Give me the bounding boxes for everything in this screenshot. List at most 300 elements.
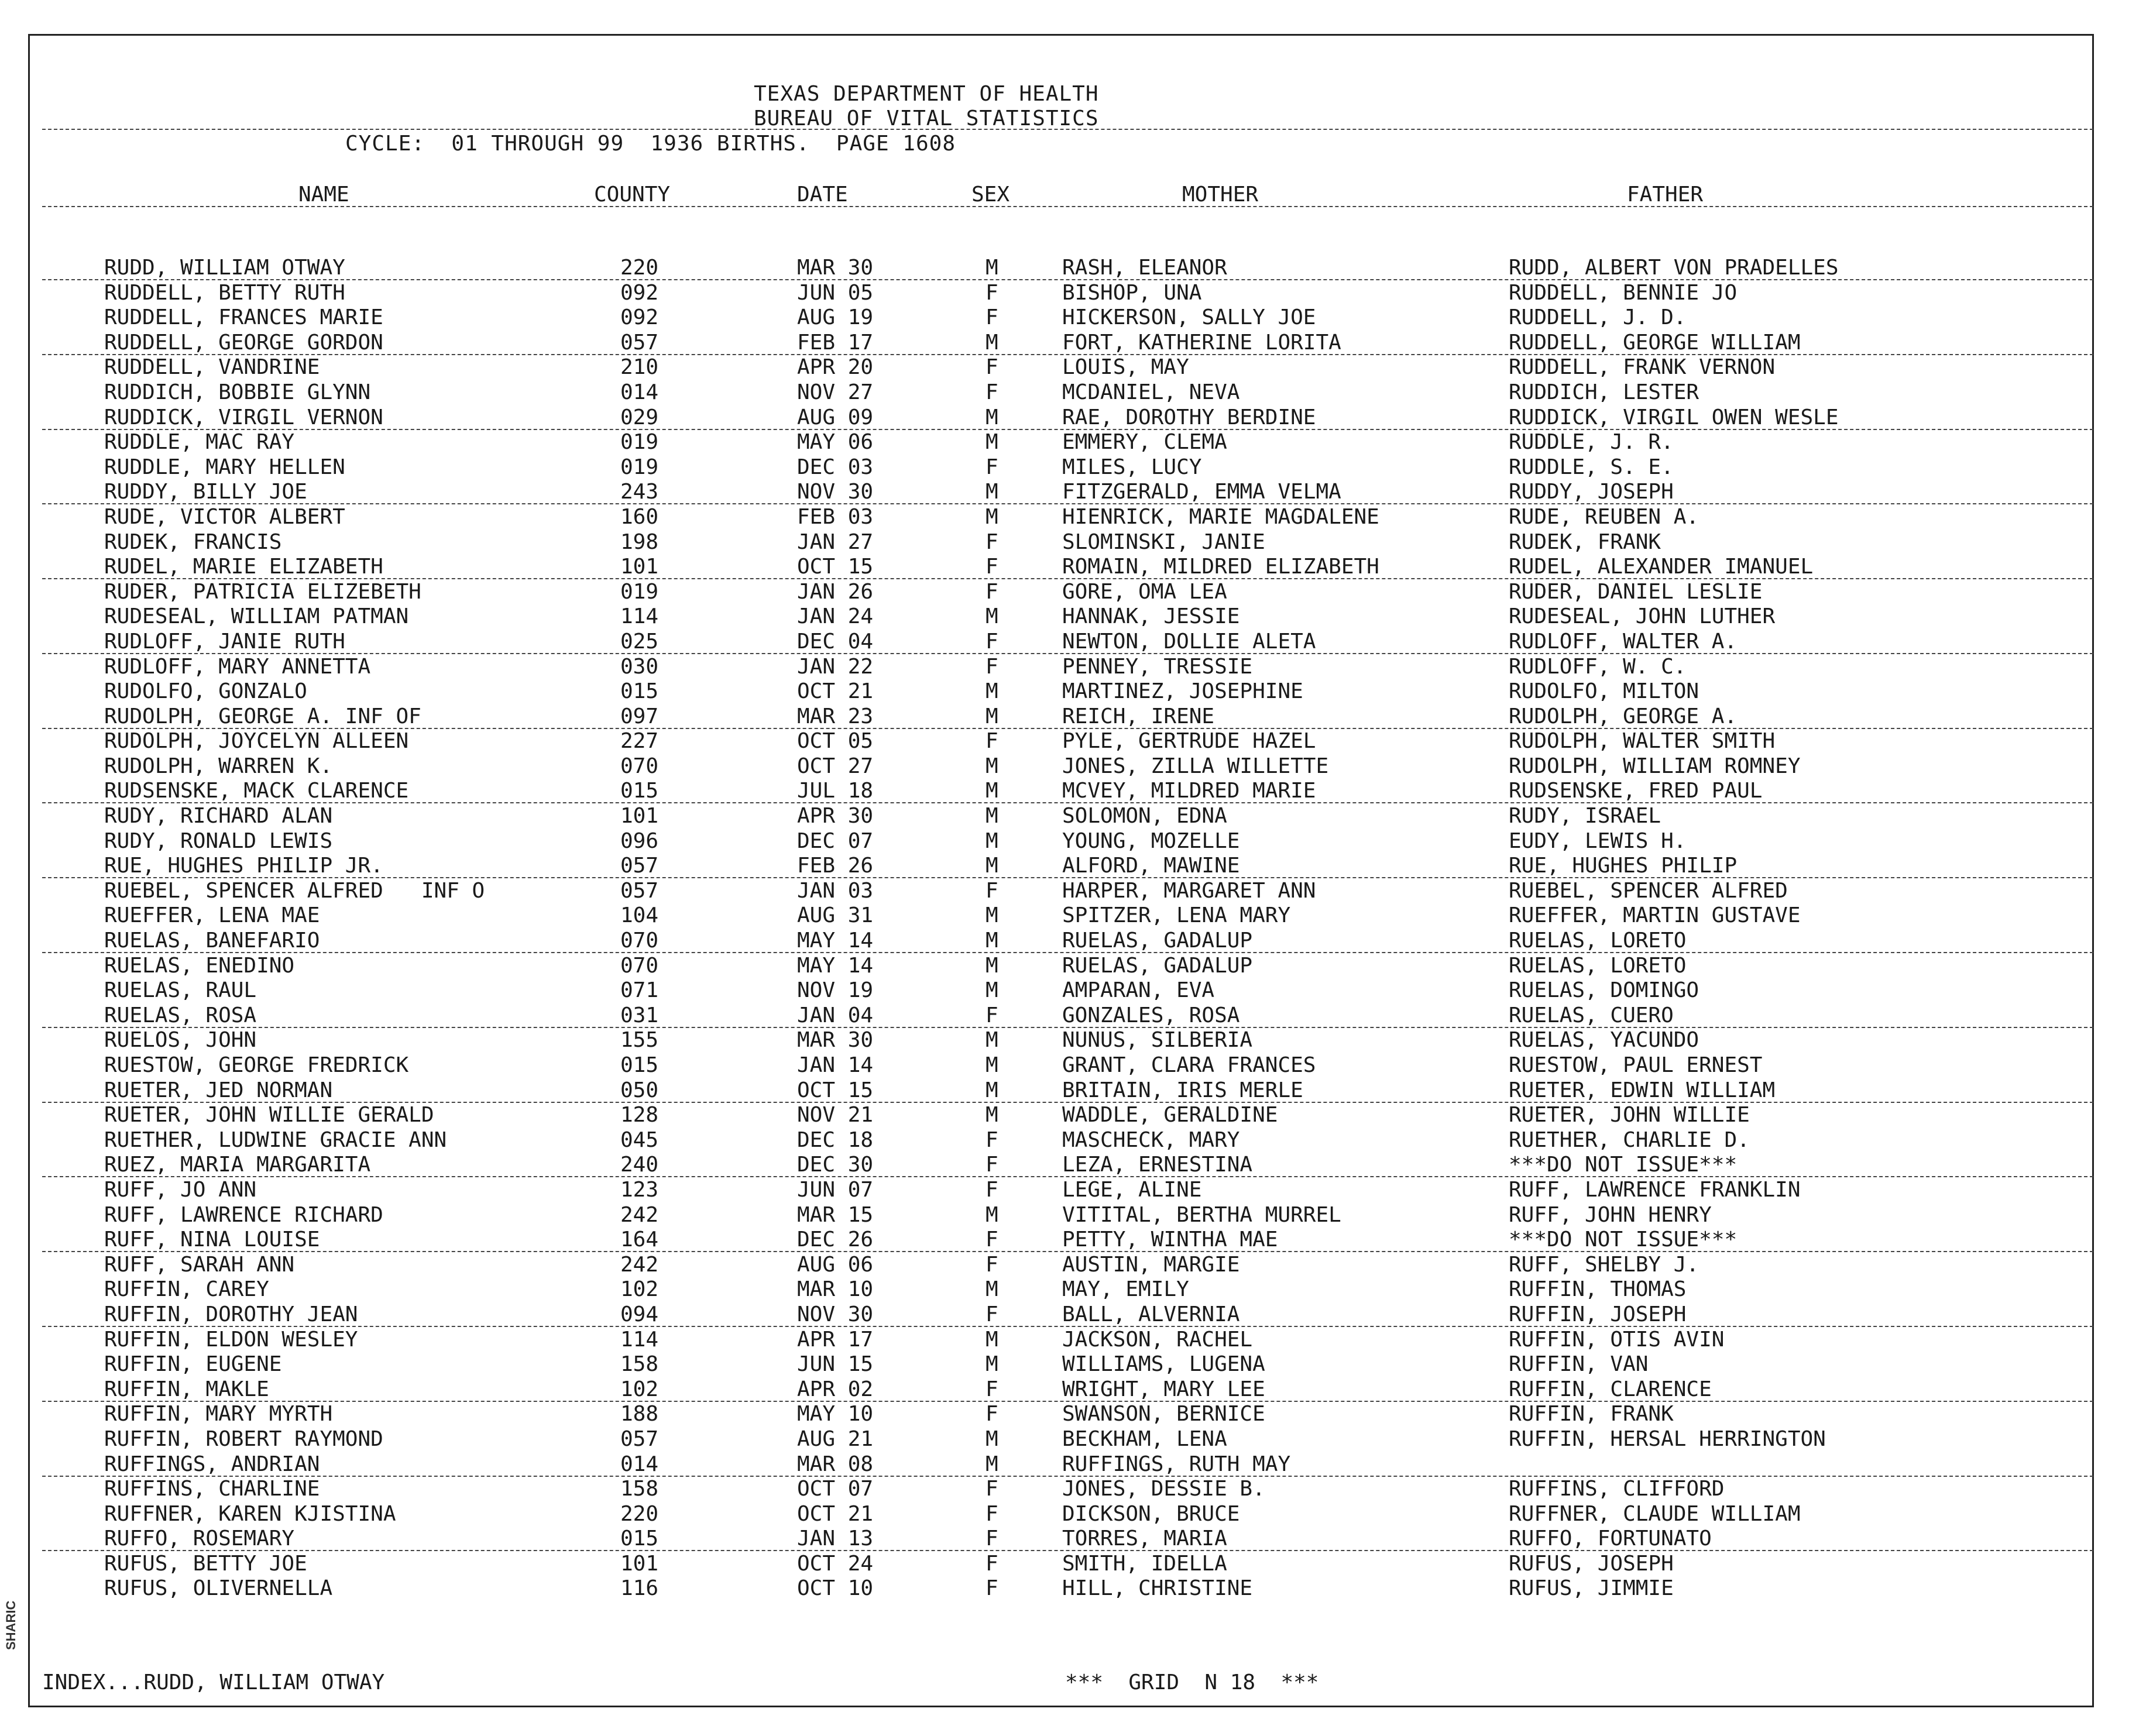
table-row bbox=[0, 405, 2146, 431]
cell-mother: GONZALES, ROSA bbox=[1062, 1003, 1240, 1027]
cell-name: RUFFIN, DOROTHY JEAN bbox=[104, 1302, 358, 1326]
cell-mother: SWANSON, BERNICE bbox=[1062, 1402, 1265, 1426]
cell-father: RUFFIN, FRANK bbox=[1509, 1402, 1674, 1426]
cell-father: RUFFIN, CLARENCE bbox=[1509, 1377, 1712, 1401]
cell-date: MAR 10 bbox=[797, 1277, 874, 1302]
cell-name: RUELAS, RAUL bbox=[104, 978, 257, 1003]
cell-county: 045 bbox=[620, 1127, 659, 1152]
cell-mother: AMPARAN, EVA bbox=[1062, 978, 1215, 1003]
cell-county: 096 bbox=[620, 829, 659, 853]
table-row bbox=[0, 630, 2146, 655]
cell-father: RUDER, DANIEL LESLIE bbox=[1509, 579, 1763, 604]
table-row bbox=[0, 1352, 2146, 1377]
cell-sex: F bbox=[986, 280, 998, 305]
cell-date: JAN 13 bbox=[797, 1527, 874, 1551]
cell-county: 240 bbox=[620, 1153, 659, 1177]
table-row bbox=[0, 1153, 2146, 1178]
table-row bbox=[0, 480, 2146, 505]
table-row bbox=[0, 430, 2146, 455]
table-row bbox=[0, 1078, 2146, 1104]
cell-county: 116 bbox=[620, 1576, 659, 1601]
table-row bbox=[0, 256, 2146, 281]
cell-date: AUG 09 bbox=[797, 405, 874, 429]
cell-sex: M bbox=[986, 829, 998, 853]
cell-father: RUELAS, CUERO bbox=[1509, 1003, 1674, 1027]
cell-sex: F bbox=[986, 1003, 998, 1027]
cell-mother: MCDANIEL, NEVA bbox=[1062, 380, 1240, 404]
cell-county: 101 bbox=[620, 804, 659, 829]
cell-date: JAN 26 bbox=[797, 579, 874, 604]
cell-mother: MILES, LUCY bbox=[1062, 455, 1202, 479]
cell-date: APR 17 bbox=[797, 1327, 874, 1352]
cell-father: RUFF, JOHN HENRY bbox=[1509, 1202, 1712, 1227]
cell-mother: LEGE, ALINE bbox=[1062, 1177, 1202, 1202]
cell-sex: F bbox=[986, 380, 998, 404]
cell-date: AUG 31 bbox=[797, 903, 874, 928]
cell-father: EUDY, LEWIS H. bbox=[1509, 829, 1687, 853]
cell-date: FEB 26 bbox=[797, 854, 874, 878]
cell-father: RUDSENSKE, FRED PAUL bbox=[1509, 779, 1763, 803]
table-row bbox=[0, 1527, 2146, 1552]
cell-father: RUDD, ALBERT VON PRADELLES bbox=[1509, 256, 1839, 280]
cell-date: NOV 30 bbox=[797, 480, 874, 504]
cell-date: MAR 15 bbox=[797, 1202, 874, 1227]
cell-sex: M bbox=[986, 1352, 998, 1377]
cell-father: RUFFIN, VAN bbox=[1509, 1352, 1649, 1377]
cell-mother: ALFORD, MAWINE bbox=[1062, 854, 1240, 878]
cell-name: RUDLOFF, JANIE RUTH bbox=[104, 629, 345, 654]
cell-date: MAR 23 bbox=[797, 704, 874, 728]
table-row bbox=[0, 331, 2146, 356]
cell-name: RUDOLPH, JOYCELYN ALLEEN bbox=[104, 729, 409, 754]
table-row bbox=[0, 1128, 2146, 1153]
cell-sex: M bbox=[986, 1277, 998, 1302]
cell-name: RUDOLPH, WARREN K. bbox=[104, 754, 333, 778]
cell-county: 050 bbox=[620, 1078, 659, 1102]
cell-date: MAY 06 bbox=[797, 430, 874, 455]
cell-sex: M bbox=[986, 405, 998, 429]
cell-county: 057 bbox=[620, 1426, 659, 1451]
cell-county: 155 bbox=[620, 1028, 659, 1053]
cell-sex: F bbox=[986, 1153, 998, 1177]
cell-date: APR 02 bbox=[797, 1377, 874, 1401]
cell-name: RUDEL, MARIE ELIZABETH bbox=[104, 555, 383, 579]
cell-father: RUDDELL, J. D. bbox=[1509, 305, 1687, 330]
cell-date: DEC 18 bbox=[797, 1127, 874, 1152]
cell-mother: PENNEY, TRESSIE bbox=[1062, 654, 1253, 679]
cell-date: OCT 21 bbox=[797, 679, 874, 704]
cell-name: RUDER, PATRICIA ELIZEBETH bbox=[104, 579, 421, 604]
cell-father: RUDDLE, J. R. bbox=[1509, 430, 1674, 455]
cell-county: 031 bbox=[620, 1003, 659, 1027]
cell-name: RUDDELL, GEORGE GORDON bbox=[104, 330, 383, 355]
cell-father: RUDDY, JOSEPH bbox=[1509, 480, 1674, 504]
cell-father: RUDESEAL, JOHN LUTHER bbox=[1509, 604, 1776, 629]
cell-date: OCT 15 bbox=[797, 1078, 874, 1102]
cell-name: RUEZ, MARIA MARGARITA bbox=[104, 1153, 371, 1177]
cell-mother: DICKSON, BRUCE bbox=[1062, 1501, 1240, 1526]
cell-mother: FITZGERALD, EMMA VELMA bbox=[1062, 480, 1341, 504]
cell-name: RUDOLPH, GEORGE A. INF OF bbox=[104, 704, 421, 728]
table-row bbox=[0, 1103, 2146, 1128]
cell-county: 198 bbox=[620, 530, 659, 554]
table-row bbox=[0, 1228, 2146, 1253]
cell-name: RUFFIN, CAREY bbox=[104, 1277, 269, 1302]
table-row bbox=[0, 1178, 2146, 1203]
cell-sex: F bbox=[986, 530, 998, 554]
table-row bbox=[0, 829, 2146, 854]
cell-father: RUELAS, LORETO bbox=[1509, 953, 1687, 978]
cell-name: RUFFIN, MAKLE bbox=[104, 1377, 269, 1401]
cell-father: RUDDICH, LESTER bbox=[1509, 380, 1699, 404]
cell-date: MAR 30 bbox=[797, 1028, 874, 1053]
cell-date: JAN 22 bbox=[797, 654, 874, 679]
side-label: SHARIC bbox=[4, 1600, 18, 1650]
table-row bbox=[0, 1377, 2146, 1402]
cell-date: MAY 14 bbox=[797, 953, 874, 978]
column-header-sex: SEX bbox=[971, 183, 1010, 207]
cell-name: RUFUS, OLIVERNELLA bbox=[104, 1576, 333, 1601]
cell-sex: F bbox=[986, 1252, 998, 1277]
cell-name: RUFFIN, EUGENE bbox=[104, 1352, 282, 1377]
cell-name: RUDDLE, MARY HELLEN bbox=[104, 455, 345, 479]
cell-sex: F bbox=[986, 579, 998, 604]
cell-county: 102 bbox=[620, 1277, 659, 1302]
cell-county: 102 bbox=[620, 1377, 659, 1401]
cell-father: RUFFIN, JOSEPH bbox=[1509, 1302, 1687, 1326]
cell-mother: PETTY, WINTHA MAE bbox=[1062, 1228, 1278, 1252]
cell-name: RUFFINS, CHARLINE bbox=[104, 1477, 320, 1501]
cell-mother: NUNUS, SILBERIA bbox=[1062, 1028, 1253, 1053]
cycle-line: CYCLE: 01 THROUGH 99 1936 BIRTHS. PAGE 1608 bbox=[345, 132, 956, 156]
column-header-county: COUNTY bbox=[594, 183, 671, 207]
table-row bbox=[0, 1203, 2146, 1228]
cell-sex: F bbox=[986, 629, 998, 654]
table-row bbox=[0, 1427, 2146, 1452]
cell-name: RUELOS, JOHN bbox=[104, 1028, 257, 1053]
cell-father: RUDDICK, VIRGIL OWEN WESLE bbox=[1509, 405, 1839, 429]
cell-mother: LOUIS, MAY bbox=[1062, 355, 1189, 380]
cell-mother: PYLE, GERTRUDE HAZEL bbox=[1062, 729, 1316, 754]
cell-county: 242 bbox=[620, 1252, 659, 1277]
table-row bbox=[0, 1328, 2146, 1353]
cell-father: RUFF, SHELBY J. bbox=[1509, 1252, 1699, 1277]
cell-sex: F bbox=[986, 355, 998, 380]
cell-mother: SMITH, IDELLA bbox=[1062, 1551, 1227, 1576]
cell-date: NOV 19 bbox=[797, 978, 874, 1003]
table-row bbox=[0, 879, 2146, 904]
cell-father: ***DO NOT ISSUE*** bbox=[1509, 1228, 1738, 1252]
table-row bbox=[0, 505, 2146, 530]
footer-grid: *** GRID N 18 *** bbox=[1065, 1670, 1319, 1694]
cell-mother: WILLIAMS, LUGENA bbox=[1062, 1352, 1265, 1377]
cell-sex: F bbox=[986, 305, 998, 330]
cell-county: 160 bbox=[620, 504, 659, 529]
cell-name: RUFF, JO ANN bbox=[104, 1177, 257, 1202]
cell-county: 015 bbox=[620, 779, 659, 803]
cell-date: MAY 10 bbox=[797, 1402, 874, 1426]
cell-sex: M bbox=[986, 854, 998, 878]
cell-sex: M bbox=[986, 480, 998, 504]
cell-name: RUDDICK, VIRGIL VERNON bbox=[104, 405, 383, 429]
table-row bbox=[0, 754, 2146, 779]
cell-mother: MARTINEZ, JOSEPHINE bbox=[1062, 679, 1303, 704]
cell-name: RUFF, LAWRENCE RICHARD bbox=[104, 1202, 383, 1227]
table-row bbox=[0, 1277, 2146, 1302]
cell-date: MAR 30 bbox=[797, 256, 874, 280]
cell-name: RUDDICH, BOBBIE GLYNN bbox=[104, 380, 371, 404]
cell-name: RUELAS, ENEDINO bbox=[104, 953, 295, 978]
cell-mother: FORT, KATHERINE LORITA bbox=[1062, 330, 1341, 355]
table-row bbox=[0, 929, 2146, 954]
table-row bbox=[0, 305, 2146, 331]
cell-name: RUFF, SARAH ANN bbox=[104, 1252, 295, 1277]
cell-sex: M bbox=[986, 1202, 998, 1227]
cell-date: APR 20 bbox=[797, 355, 874, 380]
cell-father: RUDOLPH, WILLIAM ROMNEY bbox=[1509, 754, 1801, 778]
cell-date: DEC 30 bbox=[797, 1153, 874, 1177]
cell-mother: SLOMINSKI, JANIE bbox=[1062, 530, 1265, 554]
cell-father: RUFFIN, HERSAL HERRINGTON bbox=[1509, 1426, 1826, 1451]
cell-date: AUG 19 bbox=[797, 305, 874, 330]
cell-mother: MAY, EMILY bbox=[1062, 1277, 1189, 1302]
table-row bbox=[0, 355, 2146, 380]
cell-father: RUELAS, YACUNDO bbox=[1509, 1028, 1699, 1053]
cell-county: 243 bbox=[620, 480, 659, 504]
cell-father: RUETER, JOHN WILLIE bbox=[1509, 1103, 1750, 1127]
cell-sex: M bbox=[986, 704, 998, 728]
cell-county: 029 bbox=[620, 405, 659, 429]
cell-name: RUDDELL, BETTY RUTH bbox=[104, 280, 345, 305]
cell-county: 070 bbox=[620, 929, 659, 953]
cell-county: 070 bbox=[620, 754, 659, 778]
cell-father: RUDEL, ALEXANDER IMANUEL bbox=[1509, 555, 1814, 579]
cell-mother: JONES, ZILLA WILLETTE bbox=[1062, 754, 1329, 778]
cell-date: AUG 06 bbox=[797, 1252, 874, 1277]
cell-county: 092 bbox=[620, 305, 659, 330]
cell-father: RUFFINS, CLIFFORD bbox=[1509, 1477, 1725, 1501]
cell-father: RUFFIN, OTIS AVIN bbox=[1509, 1327, 1725, 1352]
cell-name: RUDDELL, FRANCES MARIE bbox=[104, 305, 383, 330]
table-row bbox=[0, 1253, 2146, 1278]
cell-father: RUFFO, FORTUNATO bbox=[1509, 1527, 1712, 1551]
cell-name: RUDDELL, VANDRINE bbox=[104, 355, 320, 380]
table-row bbox=[0, 954, 2146, 979]
cell-date: NOV 21 bbox=[797, 1103, 874, 1127]
table-row bbox=[0, 1452, 2146, 1477]
cell-sex: F bbox=[986, 654, 998, 679]
cell-sex: M bbox=[986, 978, 998, 1003]
cell-date: MAR 08 bbox=[797, 1452, 874, 1476]
cell-sex: M bbox=[986, 330, 998, 355]
table-row bbox=[0, 604, 2146, 630]
table-row bbox=[0, 903, 2146, 929]
cell-sex: M bbox=[986, 430, 998, 455]
cell-mother: BISHOP, UNA bbox=[1062, 280, 1202, 305]
footer-index: INDEX...RUDD, WILLIAM OTWAY bbox=[42, 1670, 385, 1694]
table-row bbox=[0, 655, 2146, 680]
cell-name: RUEBEL, SPENCER ALFRED INF O bbox=[104, 878, 485, 903]
cell-name: RUFUS, BETTY JOE bbox=[104, 1551, 307, 1576]
cell-father: RUFFNER, CLAUDE WILLIAM bbox=[1509, 1501, 1801, 1526]
table-row bbox=[0, 679, 2146, 704]
cell-county: 210 bbox=[620, 355, 659, 380]
cell-mother: VITITAL, BERTHA MURREL bbox=[1062, 1202, 1341, 1227]
cell-mother: GORE, OMA LEA bbox=[1062, 579, 1227, 604]
cell-sex: M bbox=[986, 953, 998, 978]
cell-father: RUETER, EDWIN WILLIAM bbox=[1509, 1078, 1776, 1102]
cell-mother: LEZA, ERNESTINA bbox=[1062, 1153, 1253, 1177]
cell-name: RUDE, VICTOR ALBERT bbox=[104, 504, 345, 529]
cell-mother: JACKSON, RACHEL bbox=[1062, 1327, 1253, 1352]
cell-date: JUN 05 bbox=[797, 280, 874, 305]
cell-sex: F bbox=[986, 1501, 998, 1526]
cell-sex: M bbox=[986, 1327, 998, 1352]
cell-sex: F bbox=[986, 1551, 998, 1576]
cell-county: 019 bbox=[620, 579, 659, 604]
cell-father: RUESTOW, PAUL ERNEST bbox=[1509, 1053, 1763, 1077]
column-header-date: DATE bbox=[797, 183, 848, 207]
cell-date: JAN 14 bbox=[797, 1053, 874, 1077]
cell-sex: F bbox=[986, 878, 998, 903]
cell-name: RUFF, NINA LOUISE bbox=[104, 1228, 320, 1252]
cell-mother: WRIGHT, MARY LEE bbox=[1062, 1377, 1265, 1401]
cell-county: 227 bbox=[620, 729, 659, 754]
cell-date: DEC 04 bbox=[797, 629, 874, 654]
cell-mother: JONES, DESSIE B. bbox=[1062, 1477, 1265, 1501]
cell-sex: F bbox=[986, 1576, 998, 1601]
cell-father: RUFFIN, THOMAS bbox=[1509, 1277, 1687, 1302]
cell-father: RUDOLFO, MILTON bbox=[1509, 679, 1699, 704]
cell-sex: M bbox=[986, 679, 998, 704]
table-row bbox=[0, 704, 2146, 730]
cell-mother: TORRES, MARIA bbox=[1062, 1527, 1227, 1551]
cell-date: JUN 15 bbox=[797, 1352, 874, 1377]
cell-mother: YOUNG, MOZELLE bbox=[1062, 829, 1240, 853]
cell-name: RUESTOW, GEORGE FREDRICK bbox=[104, 1053, 409, 1077]
cell-father: RUDDELL, BENNIE JO bbox=[1509, 280, 1738, 305]
cell-father: RUDDELL, GEORGE WILLIAM bbox=[1509, 330, 1801, 355]
cell-sex: M bbox=[986, 1078, 998, 1102]
cell-sex: M bbox=[986, 779, 998, 803]
cell-date: OCT 10 bbox=[797, 1576, 874, 1601]
cell-mother: REICH, IRENE bbox=[1062, 704, 1215, 728]
cell-date: DEC 07 bbox=[797, 829, 874, 853]
cell-father: RUDLOFF, W. C. bbox=[1509, 654, 1687, 679]
cell-date: JAN 27 bbox=[797, 530, 874, 554]
cell-county: 097 bbox=[620, 704, 659, 728]
cell-name: RUELAS, ROSA bbox=[104, 1003, 257, 1027]
cell-county: 114 bbox=[620, 1327, 659, 1352]
cell-county: 071 bbox=[620, 978, 659, 1003]
cell-father: RUDOLPH, GEORGE A. bbox=[1509, 704, 1738, 728]
cell-date: OCT 27 bbox=[797, 754, 874, 778]
cell-name: RUETHER, LUDWINE GRACIE ANN bbox=[104, 1127, 447, 1152]
cell-mother: NEWTON, DOLLIE ALETA bbox=[1062, 629, 1316, 654]
cell-sex: M bbox=[986, 929, 998, 953]
cell-county: 019 bbox=[620, 455, 659, 479]
cell-mother: HIENRICK, MARIE MAGDALENE bbox=[1062, 504, 1379, 529]
column-header-rule bbox=[42, 206, 2093, 207]
cell-county: 057 bbox=[620, 878, 659, 903]
table-row bbox=[0, 729, 2146, 754]
table-row bbox=[0, 530, 2146, 555]
cell-date: JAN 04 bbox=[797, 1003, 874, 1027]
cell-mother: HANNAK, JESSIE bbox=[1062, 604, 1240, 629]
cell-date: OCT 07 bbox=[797, 1477, 874, 1501]
cell-county: 014 bbox=[620, 380, 659, 404]
cell-county: 158 bbox=[620, 1352, 659, 1377]
table-row bbox=[0, 1502, 2146, 1527]
cell-name: RUEFFER, LENA MAE bbox=[104, 903, 320, 928]
cell-name: RUETER, JOHN WILLIE GERALD bbox=[104, 1103, 434, 1127]
cell-county: 057 bbox=[620, 330, 659, 355]
cell-sex: F bbox=[986, 1302, 998, 1326]
cell-mother: BALL, ALVERNIA bbox=[1062, 1302, 1240, 1326]
cell-name: RUDEK, FRANCIS bbox=[104, 530, 282, 554]
table-row bbox=[0, 1302, 2146, 1328]
table-row bbox=[0, 804, 2146, 829]
cell-father: RUEFFER, MARTIN GUSTAVE bbox=[1509, 903, 1801, 928]
cell-sex: F bbox=[986, 555, 998, 579]
cell-name: RUDDLE, MAC RAY bbox=[104, 430, 295, 455]
cell-father: RUDDELL, FRANK VERNON bbox=[1509, 355, 1776, 380]
cell-date: FEB 03 bbox=[797, 504, 874, 529]
cell-sex: M bbox=[986, 1053, 998, 1077]
cell-county: 128 bbox=[620, 1103, 659, 1127]
cell-county: 070 bbox=[620, 953, 659, 978]
cell-mother: EMMERY, CLEMA bbox=[1062, 430, 1227, 455]
cell-county: 092 bbox=[620, 280, 659, 305]
cell-name: RUDOLFO, GONZALO bbox=[104, 679, 307, 704]
cell-mother: MCVEY, MILDRED MARIE bbox=[1062, 779, 1316, 803]
cell-date: APR 30 bbox=[797, 804, 874, 829]
cell-mother: SOLOMON, EDNA bbox=[1062, 804, 1227, 829]
cell-county: 101 bbox=[620, 1551, 659, 1576]
cell-mother: HARPER, MARGARET ANN bbox=[1062, 878, 1316, 903]
cell-sex: M bbox=[986, 903, 998, 928]
cell-mother: MASCHECK, MARY bbox=[1062, 1127, 1240, 1152]
cell-sex: M bbox=[986, 804, 998, 829]
cell-date: NOV 30 bbox=[797, 1302, 874, 1326]
cell-date: JAN 03 bbox=[797, 878, 874, 903]
cell-date: JUN 07 bbox=[797, 1177, 874, 1202]
cell-father: RUFUS, JOSEPH bbox=[1509, 1551, 1674, 1576]
cell-date: OCT 05 bbox=[797, 729, 874, 754]
cell-name: RUDD, WILLIAM OTWAY bbox=[104, 256, 345, 280]
cell-date: MAY 14 bbox=[797, 929, 874, 953]
cell-name: RUELAS, BANEFARIO bbox=[104, 929, 320, 953]
cell-mother: RAE, DOROTHY BERDINE bbox=[1062, 405, 1316, 429]
cell-mother: HICKERSON, SALLY JOE bbox=[1062, 305, 1316, 330]
cell-sex: M bbox=[986, 504, 998, 529]
cell-name: RUE, HUGHES PHILIP JR. bbox=[104, 854, 383, 878]
cell-county: 014 bbox=[620, 1452, 659, 1476]
cell-mother: BECKHAM, LENA bbox=[1062, 1426, 1227, 1451]
table-row bbox=[0, 281, 2146, 306]
table-row bbox=[0, 555, 2146, 580]
cell-mother: GRANT, CLARA FRANCES bbox=[1062, 1053, 1316, 1077]
cell-name: RUDDY, BILLY JOE bbox=[104, 480, 307, 504]
cell-county: 101 bbox=[620, 555, 659, 579]
cell-sex: F bbox=[986, 1527, 998, 1551]
cell-sex: M bbox=[986, 1103, 998, 1127]
cell-mother: RUFFINGS, RUTH MAY bbox=[1062, 1452, 1291, 1476]
cell-date: FEB 17 bbox=[797, 330, 874, 355]
bureau-title: BUREAU OF VITAL STATISTICS bbox=[754, 106, 1099, 130]
cell-date: OCT 24 bbox=[797, 1551, 874, 1576]
cell-name: RUDSENSKE, MACK CLARENCE bbox=[104, 779, 409, 803]
